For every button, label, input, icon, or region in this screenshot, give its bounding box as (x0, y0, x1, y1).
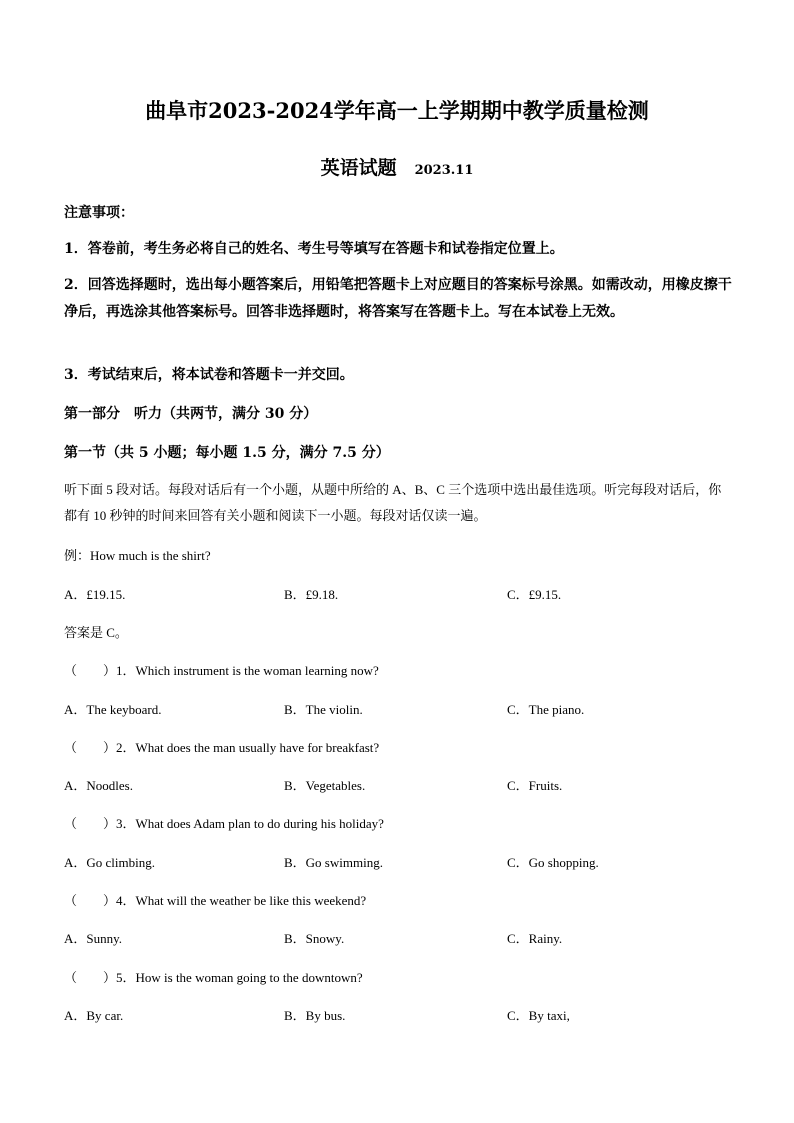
note-item: 3．考试结束后，将本试卷和答题卡一并交回。 (64, 367, 354, 383)
example-option-c: C．£9.15. (507, 587, 562, 602)
question-4-option-b: B．Snowy. (284, 931, 345, 946)
instructions: 听下面 5 段对话。每段对话后有一个小题，从题中所给的 A、B、C 三个选项中选出最佳选项。听完每段对话后，你都有 10 秒钟的时间来回答有关小题和阅读下一小题。每段对话仅读一遍。 (64, 482, 722, 523)
question-5-option-b: B．By bus. (284, 1008, 346, 1023)
question-2-option-a: A．Noodles. (64, 778, 133, 793)
question-5-option-c: C．By taxi, (507, 1008, 570, 1023)
question-2-stem: （ ）2．What does the man usually have for breakfast? (64, 740, 380, 755)
question-3-option-a: A．Go climbing. (64, 855, 155, 870)
example-question: 例：How much is the shirt? (64, 548, 211, 563)
question-4-option-a: A．Sunny. (64, 931, 123, 946)
question-2-option-b: B．Vegetables. (284, 778, 366, 793)
question-1-stem: （ ）1．Which instrument is the woman learning now? (64, 663, 379, 678)
note-item: 1．答卷前，考生务必将自己的姓名、考生号等填写在答题卡和试卷指定位置上。 (64, 241, 564, 257)
subject-label: 英语试题 (320, 157, 397, 179)
exam-date: 2023.11 (414, 163, 474, 178)
question-5-option-a: A．By car. (64, 1008, 124, 1023)
notes-heading: 注意事项： (64, 205, 134, 221)
example-option-b: B．£9.18. (284, 587, 339, 602)
question-1-option-b: B．The violin. (284, 702, 363, 717)
question-1-option-a: A．The keyboard. (64, 702, 162, 717)
question-3-stem: （ ）3．What does Adam plan to do during his holiday? (64, 816, 384, 831)
part-heading: 第一部分 听力（共两节，满分 30 分） (64, 406, 318, 422)
question-4-stem: （ ）4．What will the weather be like this weekend? (64, 893, 367, 908)
question-3-option-c: C．Go shopping. (507, 855, 599, 870)
question-1-option-c: C．The piano. (507, 702, 585, 717)
example-answer: 答案是 C。 (64, 625, 128, 640)
note-item: 2．回答选择题时，选出每小题答案后，用铅笔把答题卡上对应题目的答案标号涂黑。如需改动，用橡皮擦干净后，再选涂其他答案标号。回答非选择题时，将答案写在答题卡上。写在本试卷上无效。 (64, 277, 732, 320)
page-subtitle (0, 153, 794, 180)
question-3-option-b: B．Go swimming. (284, 855, 383, 870)
example-option-a: A．£19.15. (64, 587, 126, 602)
page-title: 曲阜市2023-2024学年高一上学期期中教学质量检测 (145, 98, 649, 123)
question-4-option-c: C．Rainy. (507, 931, 563, 946)
question-2-option-c: C．Fruits. (507, 778, 563, 793)
question-5-stem: （ ）5．How is the woman going to the downtown? (64, 970, 363, 985)
section-heading: 第一节（共 5 小题；每小题 1.5 分，满分 7.5 分） (64, 445, 390, 461)
